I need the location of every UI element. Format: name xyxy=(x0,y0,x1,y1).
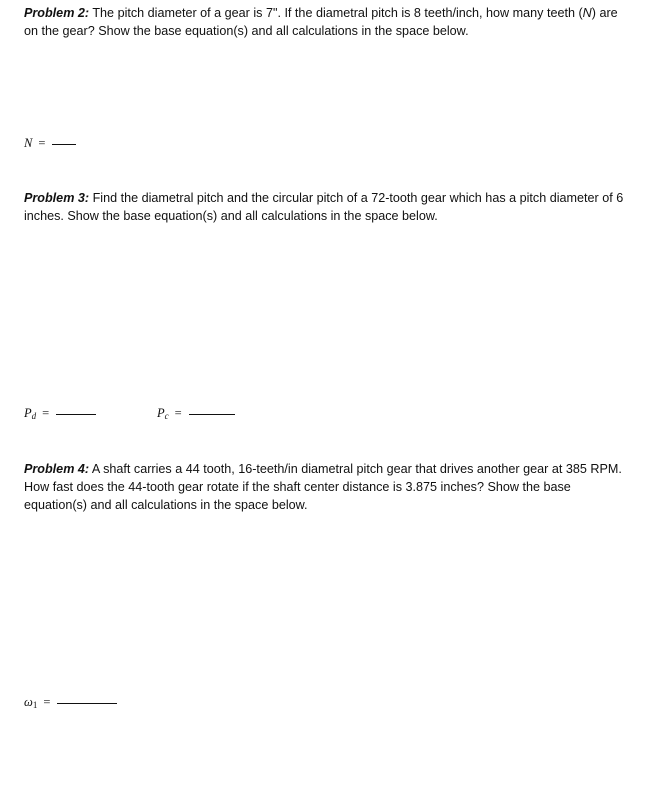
answer-pc-blank[interactable] xyxy=(189,413,235,415)
problem-2 xyxy=(24,4,624,40)
answer-pd-blank[interactable] xyxy=(56,413,96,415)
problem-4 xyxy=(24,460,624,514)
answer-omega-symbol: $\omega_1$ xyxy=(24,695,38,710)
problem-3-text: Find the diametral pitch and the circular pitch of a 72-tooth gear which has a pitch diameter of 6 inches. Show the base equation(s) and all calculations in the space below. xyxy=(24,191,624,223)
problem-4-text: A shaft carries a 44 tooth, 16-teeth/in diametral pitch gear that drives another gear at 385 RPM. How fast does the 44-tooth gear rotate if the shaft center distance is 3.875 inches? Show the base equation(s) and all calculations in the space below. xyxy=(24,462,622,512)
answer-n-blank[interactable] xyxy=(52,143,76,145)
answer-pd-subscript: d xyxy=(31,411,37,421)
answer-pc-equals: = xyxy=(174,406,182,420)
answer-pd-symbol: $P_d$ xyxy=(24,406,37,421)
answer-pc-subscript: c xyxy=(164,411,169,421)
answer-n-equals: = xyxy=(38,136,46,150)
problem-2-variable: N xyxy=(582,6,592,20)
problem-2-label: Problem 2: xyxy=(24,6,90,20)
answer-pd xyxy=(24,406,96,421)
answer-n-symbol: N xyxy=(24,136,33,150)
problem-2-text-a: The pitch diameter of a gear is 7". If the diametral pitch is 8 teeth/inch, how many teeth ( xyxy=(89,6,583,20)
problem-3-label: Problem 3: xyxy=(24,191,90,205)
answer-pd-equals: = xyxy=(42,406,50,420)
answer-omega-subscript: 1 xyxy=(32,700,38,710)
answer-n xyxy=(24,136,76,151)
problem-3 xyxy=(24,189,624,225)
answer-omega-blank[interactable] xyxy=(57,702,117,704)
answer-omega xyxy=(24,695,117,710)
problem-4-label: Problem 4: xyxy=(24,462,90,476)
answer-pc xyxy=(157,406,235,421)
answer-omega-equals: = xyxy=(43,695,51,709)
answer-pc-symbol: $P_c$ xyxy=(157,406,169,421)
problem-2-text-b: ) are on the gear? Show the base equation(s) and all calculations in the space below. xyxy=(24,6,618,38)
